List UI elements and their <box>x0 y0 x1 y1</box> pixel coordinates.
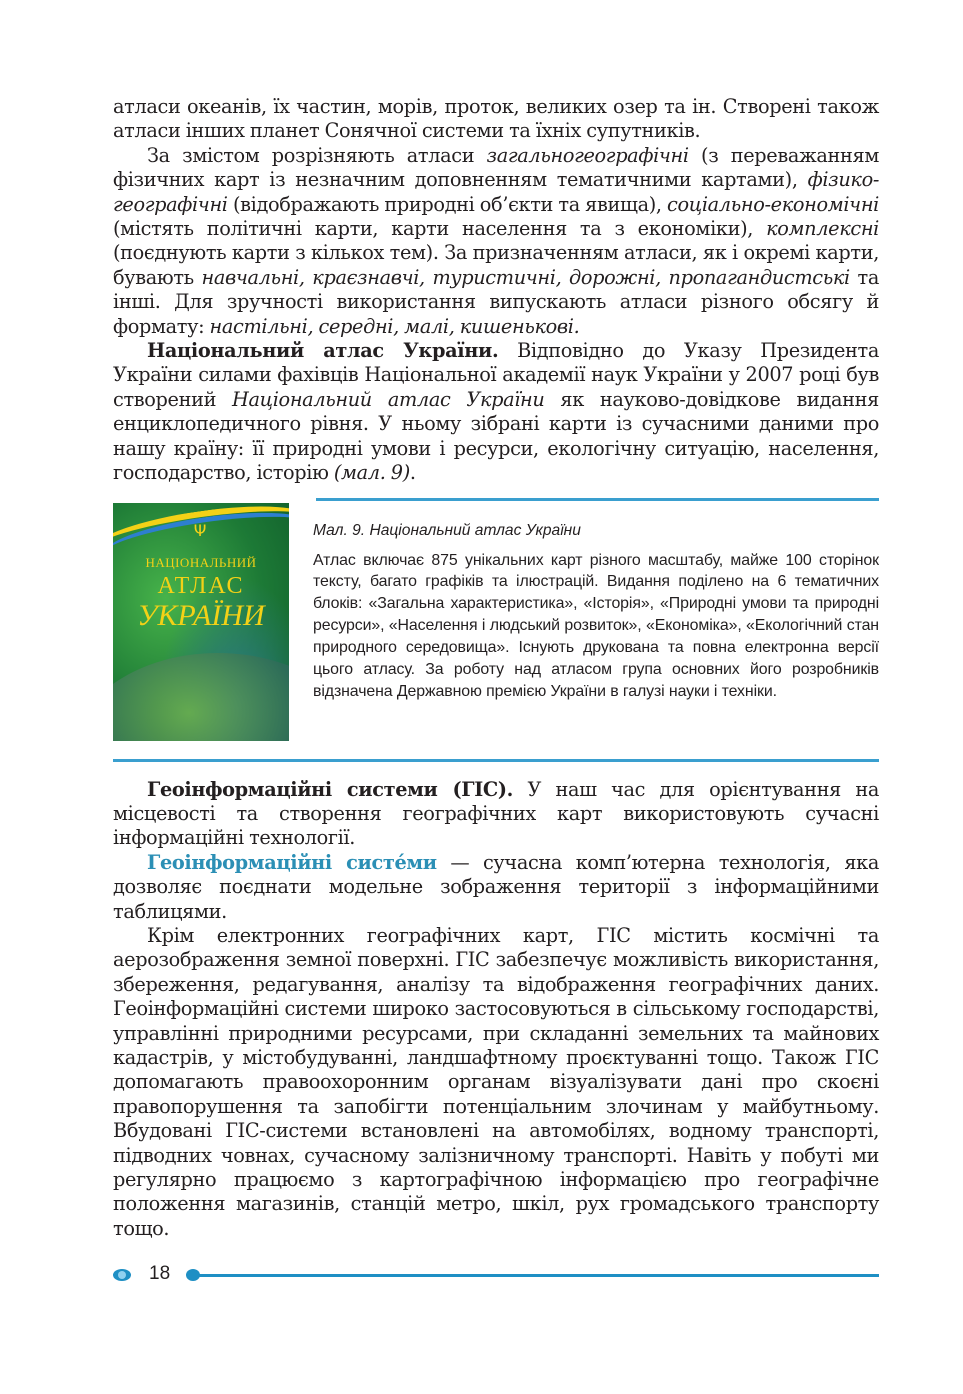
cover-title-line3: УКРАЇНИ <box>137 598 265 632</box>
highlighted-term: Геоінформаційні систе́ми <box>147 850 437 874</box>
figure-caption: Мал. 9. Національний атлас України <box>313 521 581 539</box>
paragraph-gis-uses: Крім електронних географічних карт, ГІС містить космічні та аерозображення земної поверхні. ГІС забезпечує можливість використання, збереження, редагування, аналізу та відображення географічних даних. Геоінформаційні системи широко застосовуються в сільському господарстві, управлінні природними ресурсами, при складанні земельних та майнових кадастрів, у містобудуванні, ландшафтному проєктуванні тощо. Також ГІС допомагають правоохоронним органам візуалізувати дані про скоєні правопорушення та запобігти потенціальним злочинам у майбутньому. Вбудовані ГІС-системи встановлені на автомобілях, водному транспорті, підводних човнах, сучасному залізничному транспорті. Навіть у побуті ми регулярно працюємо з картографічною інформацією про географічне положення магазинів, станцій метро, шкіл, рух громадського транспорту тощо. <box>113 923 879 1240</box>
italic-term: комплексні <box>766 217 879 241</box>
footer-rule <box>199 1274 879 1277</box>
figure-bottom-rule <box>113 759 879 762</box>
figure-reference: (мал. 9) <box>333 461 410 485</box>
atlas-cover-image <box>113 503 289 741</box>
figure-top-rule <box>316 498 879 501</box>
paragraph-atlas-types <box>113 144 879 339</box>
bold-heading: Геоінформаційні системи (ГІС). <box>147 777 514 801</box>
paragraph-national-atlas <box>113 339 879 485</box>
page-footer <box>113 1265 879 1289</box>
italic-term: загальногеографічні <box>486 143 689 167</box>
page-number: 18 <box>149 1263 171 1284</box>
figure-national-atlas <box>113 498 879 766</box>
text-run: . <box>409 461 416 485</box>
text-run: За змістом розрізняють атласи <box>147 143 487 167</box>
text-run: (містять політичні карти, карти населення та з економіки), <box>113 217 767 241</box>
italic-term: фізико-географічні <box>113 168 879 216</box>
cover-title-line2: АТЛАС <box>157 572 245 599</box>
italic-term: соціально-економічні <box>667 192 879 216</box>
footer-dot-icon <box>186 1269 200 1281</box>
paragraph-atlas-oceans: атласи океанів, їх частин, морів, проток, великих озер та ін. Створені також атласи інших планет Сонячної системи та їхніх супутників. <box>113 95 879 143</box>
text-run: Відповідно до Указу Президента України силами фахівців Національної академії наук України у 2007 році був створений <box>113 339 879 411</box>
footer-bullet-icon <box>113 1269 131 1281</box>
paragraph-gis-intro <box>113 778 879 851</box>
text-run: (з переважанням фізичних карт із незначним доповненням тематичними картами), <box>113 143 879 192</box>
italic-term: навчальні, краєзнавчі, туристичні, дорожні, пропагандистські <box>201 265 850 289</box>
figure-description: Атлас включає 875 унікальних карт різного масштабу, майже 100 сторінок тексту, багато графіків та ілюстрацій. Видання поділено на 6 тематичних блоків: «Загальна характеристика», «Історія», «Природні умови та природні ресурси», «Населення і людський розвиток», «Економіка», «Екологічний стан природного середовища». Існують друкована та повна електронна версії цього атласу. За роботу над атласом група основних його розробників відзначена Державною премією України в галузі науки і техніки. <box>313 551 879 700</box>
trident-icon: Ψ <box>193 520 207 540</box>
paragraph-gis-definition <box>113 851 879 924</box>
text-run: (поєднують карти з кількох тем). За призначенням атласи, як і окремі карти, бувають <box>113 241 879 289</box>
cover-title-line1: НАЦІОНАЛЬНИЙ <box>145 554 257 570</box>
text-run: та інші. Для зручності використання випускають атласи різного обсягу й формату: <box>113 265 879 338</box>
italic-term: Національний атлас України <box>232 387 545 411</box>
bold-heading: Національний атлас України. <box>147 339 499 363</box>
page-content <box>113 95 879 1241</box>
text-run: як науково-довідкове видання енциклопедичного рівня. У ньому зібрані карти із сучасними даними про нашу країну: її природні умови і ресурси, екологічну ситуацію, населення, господарство, історію <box>113 387 879 485</box>
italic-term: настільні, середні, малі, кишенькові. <box>209 314 580 338</box>
globe-graphic <box>113 653 289 741</box>
text-run: У наш час для орієнтування на місцевості та створення географічних карт використовують сучасні інформаційні технології. <box>113 777 880 850</box>
text-run: (відображають природні об’єкти та явища), <box>227 192 668 216</box>
text-run: — сучасна комп’ютерна технологія, яка дозволяє поєднати модельне зображення території з інформаційними таблицями. <box>113 850 879 923</box>
